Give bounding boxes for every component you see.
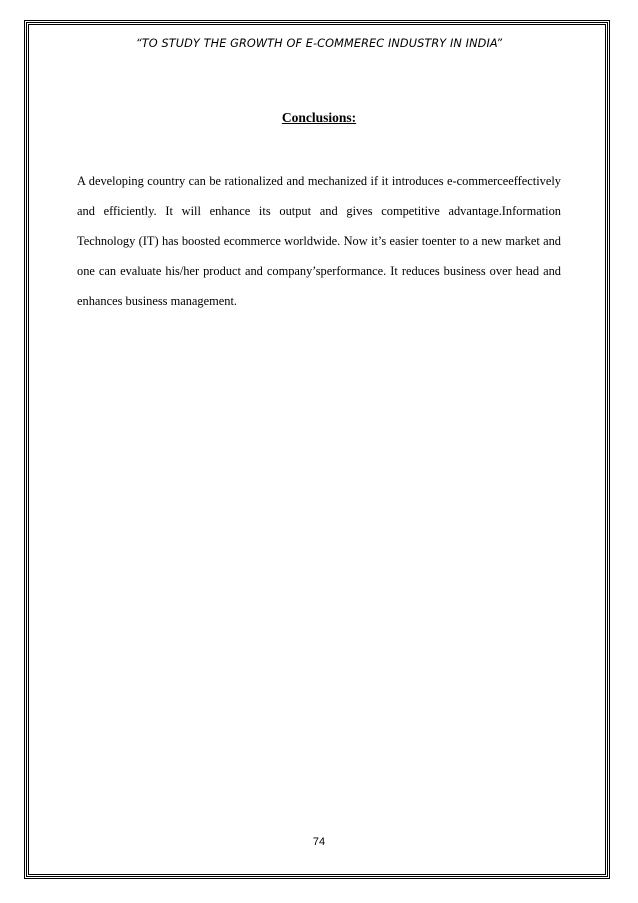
page-number: 74 [312, 836, 326, 848]
page-border-inner [28, 24, 606, 875]
running-header: “TO STUDY THE GROWTH OF E-COMMEREC INDUSTRY IN INDIA” [135, 37, 503, 50]
section-heading: Conclusions: [281, 110, 357, 125]
conclusion-paragraph: A developing country can be rationalized and mechanized if it introduces e-commerceeffectively and efficiently. It will enhance its output and gives competitive advantage.Information Technology (IT) has boosted ecommerce worldwide. Now it’s easier toenter to a new market and one can evaluate his/her product and company’sperformance. It reduces business over head and enhances business management. [77, 174, 561, 308]
